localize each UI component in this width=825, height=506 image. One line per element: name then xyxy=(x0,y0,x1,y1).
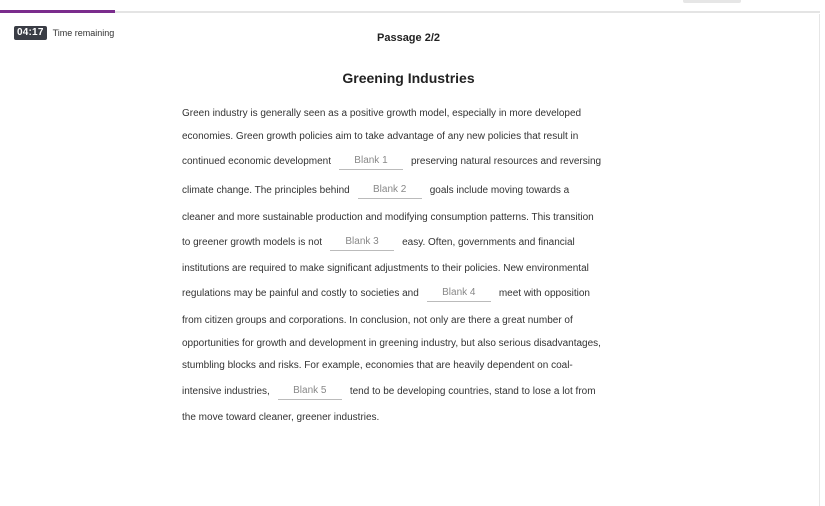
passage-text: institutions are required to make significant adjustments to their policies. New environmental xyxy=(182,263,589,274)
passage-line xyxy=(182,380,596,404)
passage-text: stumbling blocks and risks. For example, economies that are heavily dependent on coal- xyxy=(182,360,573,371)
blank-input-blank-2[interactable]: Blank 2 xyxy=(358,182,422,199)
passage-text: intensive industries, xyxy=(182,386,270,397)
top-right-tab[interactable] xyxy=(683,0,741,3)
passage-line xyxy=(182,257,589,281)
passage-line xyxy=(182,282,590,306)
blank-input-blank-1[interactable]: Blank 1 xyxy=(339,153,403,170)
blank-input-blank-5[interactable]: Blank 5 xyxy=(278,383,342,400)
passage-line xyxy=(182,206,594,230)
passage-text: opportunities for growth and development in greening industry, but also serious disadvantages, xyxy=(182,338,601,349)
timer-label: Time remaining xyxy=(52,28,115,38)
top-bar xyxy=(0,0,825,14)
progress-fill xyxy=(0,10,115,13)
passage-title: Greening Industries xyxy=(342,70,475,86)
timer-value: 04:17 xyxy=(14,26,47,40)
passage-line xyxy=(182,332,601,356)
passage-line xyxy=(182,406,379,430)
passage-text: tend to be developing countries, stand to lose a lot from xyxy=(349,386,596,397)
passage-text: continued economic development xyxy=(182,156,331,167)
passage-text: Green industry is generally seen as a positive growth model, especially in more developed xyxy=(182,108,582,119)
passage-line xyxy=(182,231,575,255)
passage-line xyxy=(182,102,581,126)
passage-text: easy. Often, governments and financial xyxy=(402,237,575,248)
blank-input-blank-3[interactable]: Blank 3 xyxy=(330,234,394,251)
passage-text: economies. Green growth policies aim to take advantage of any new policies that result in xyxy=(182,131,579,142)
passage-text: cleaner and more sustainable production and modifying consumption patterns. This transition xyxy=(182,212,594,223)
passage-text: to greener growth models is not xyxy=(182,237,323,248)
passage-text: the move toward cleaner, greener industries. xyxy=(182,412,380,423)
progress-track xyxy=(0,11,820,13)
right-edge-divider xyxy=(819,14,820,506)
passage-line xyxy=(182,179,569,203)
passage-text: regulations may be painful and costly to societies and xyxy=(182,288,419,299)
blank-input-blank-4[interactable]: Blank 4 xyxy=(427,285,491,302)
passage-text: meet with opposition xyxy=(498,288,590,299)
passage-text: preserving natural resources and reversing xyxy=(410,156,602,167)
passage-label: Passage 2/2 xyxy=(377,32,440,44)
passage-text: goals include moving towards a xyxy=(429,185,570,196)
passage-line xyxy=(182,150,601,174)
passage-text: from citizen groups and corporations. In conclusion, not only are there a great number of xyxy=(182,315,573,326)
passage-text: climate change. The principles behind xyxy=(182,185,350,196)
passage-line xyxy=(182,309,573,333)
passage-line xyxy=(182,354,573,378)
passage-line xyxy=(182,125,578,149)
